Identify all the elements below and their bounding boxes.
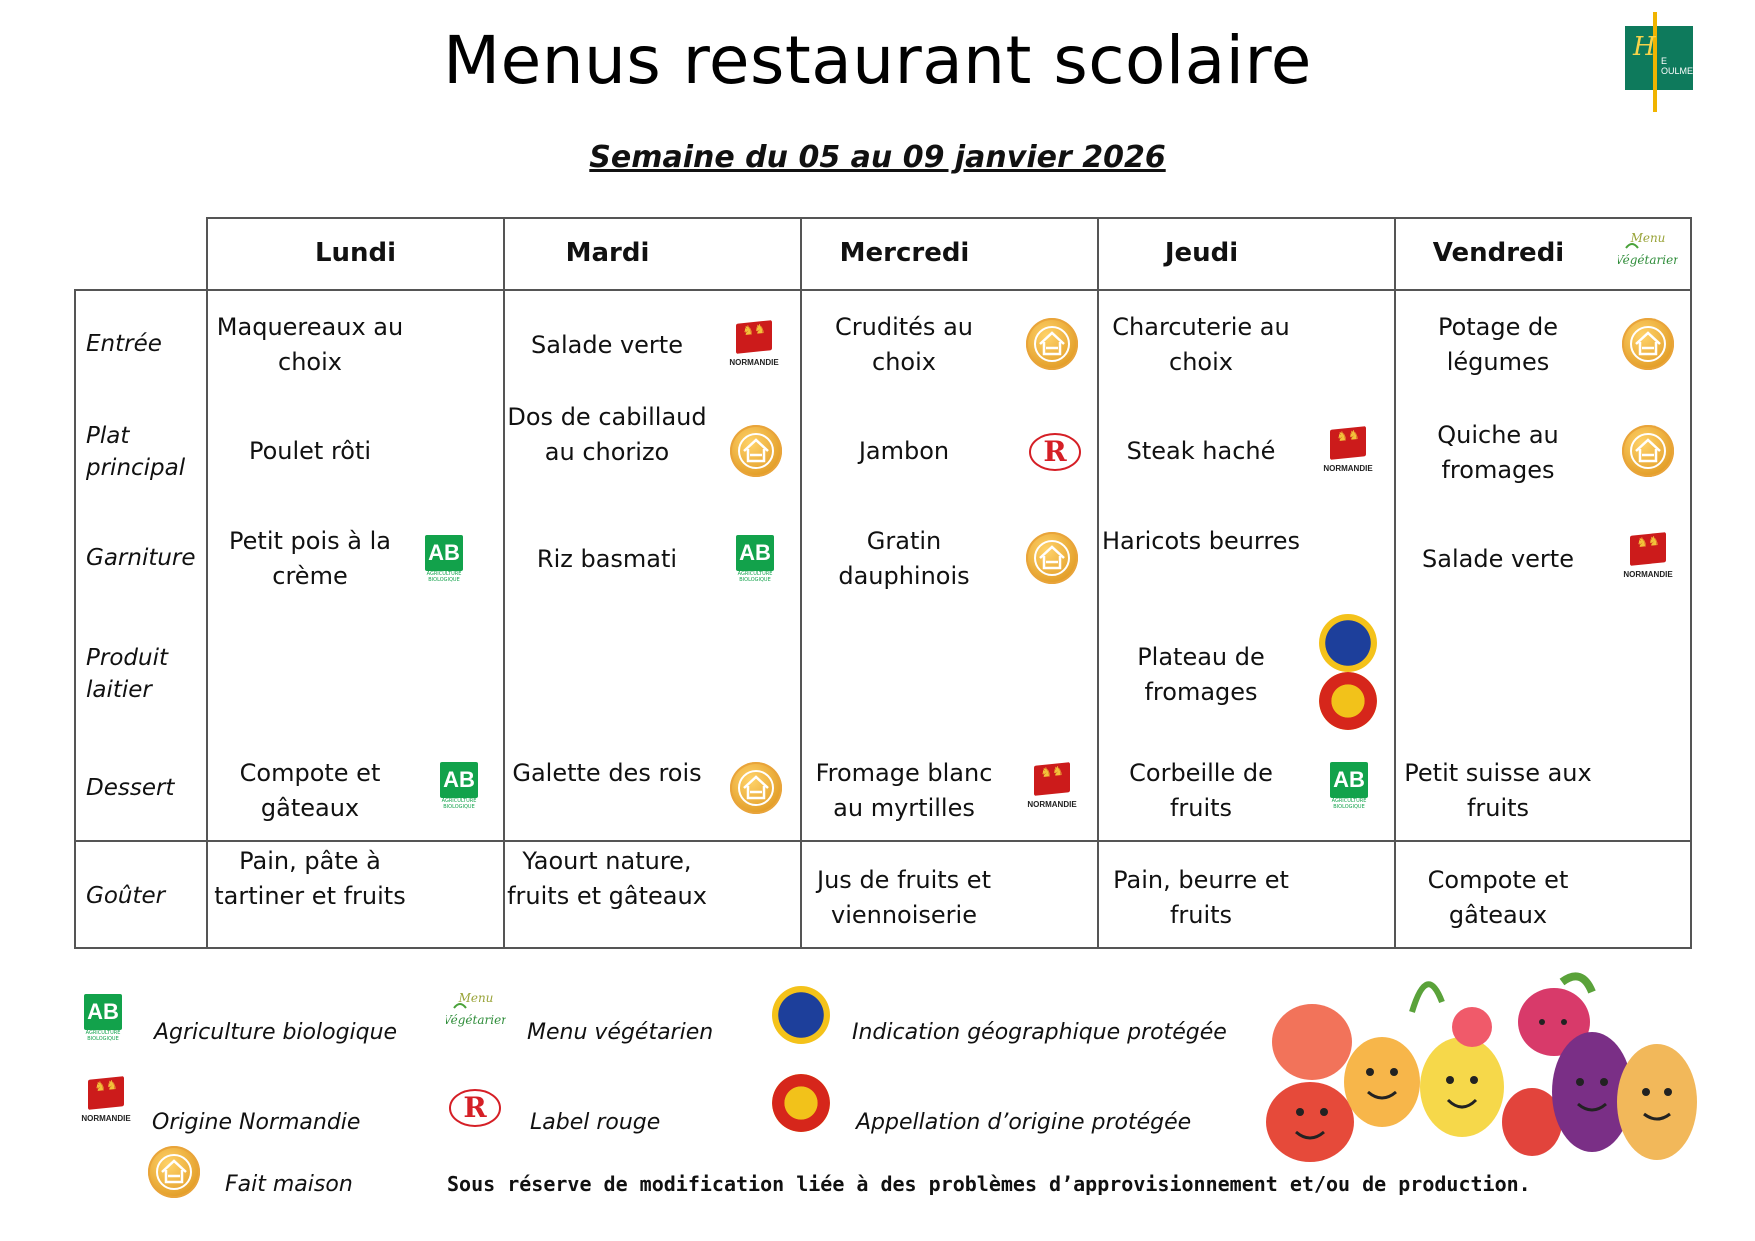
normandie-origin-icon: ♞♞ NORMANDIE <box>1623 533 1673 579</box>
normandie-origin-icon: ♞♞ NORMANDIE <box>729 321 779 367</box>
legend-igp: Indication géographique protégée <box>852 1020 1227 1045</box>
row-label-entree: Entrée <box>86 331 162 357</box>
vendredi-gouter: Compote et gâteaux <box>1427 866 1569 929</box>
mardi-gouter: Yaourt nature, fruits et gâteaux <box>507 847 707 910</box>
legend-label-rouge: Label rouge <box>530 1110 661 1135</box>
week-subtitle: Semaine du 05 au 09 janvier 2026 <box>589 140 1166 175</box>
vendredi-dessert: Petit suisse aux fruits <box>1404 759 1592 822</box>
fait-maison-icon <box>730 425 782 477</box>
legend-normandie: Origine Normandie <box>152 1110 361 1135</box>
jeudi-garniture: Haricots beurres <box>1102 527 1300 555</box>
day-header-mardi: Mardi <box>565 238 650 268</box>
label-rouge-icon <box>1028 432 1082 472</box>
fait-maison-icon <box>1026 532 1078 584</box>
vendredi-plat: Quiche au fromages <box>1437 421 1559 484</box>
svg-text:Menu: Menu <box>1630 231 1666 245</box>
svg-text:R: R <box>463 1091 487 1124</box>
row-label-laitier: Produit laitier <box>86 645 168 703</box>
jeudi-entree: Charcuterie au choix <box>1112 313 1290 376</box>
svg-text:Végétarien: Végétarien <box>446 1013 506 1027</box>
vegetarian-menu-icon <box>446 988 506 1036</box>
normandie-origin-icon: ♞♞ NORMANDIE <box>1027 763 1077 809</box>
fait-maison-icon <box>148 1146 200 1198</box>
day-header-jeudi: Jeudi <box>1164 238 1239 268</box>
mercredi-plat: Jambon <box>858 437 950 465</box>
bio-ab-icon: AB AGRICULTURE BIOLOGIQUE <box>440 762 478 808</box>
row-label-dessert: Dessert <box>86 775 175 801</box>
row-label-plat: Plat principal <box>86 423 186 481</box>
vendredi-entree: Potage de légumes <box>1437 313 1559 376</box>
row-label-gouter: Goûter <box>86 883 166 909</box>
lundi-gouter: Pain, pâte à tartiner et fruits <box>214 847 406 910</box>
fait-maison-icon <box>730 762 782 814</box>
svg-text:Végétarien: Végétarien <box>1618 253 1678 267</box>
aop-icon <box>1319 672 1377 730</box>
igp-icon <box>772 986 830 1044</box>
page-title: Menus restaurant scolaire <box>443 22 1312 99</box>
legend-fait-maison: Fait maison <box>225 1172 353 1197</box>
label-rouge-icon <box>448 1088 502 1128</box>
fruits-illustration <box>1262 972 1702 1172</box>
aop-icon <box>772 1074 830 1132</box>
mardi-entree: Salade verte <box>531 331 683 359</box>
lundi-plat: Poulet rôti <box>248 437 372 465</box>
bio-ab-icon: AB AGRICULTURE BIOLOGIQUE <box>736 535 774 581</box>
jeudi-plat: Steak haché <box>1126 437 1276 465</box>
normandie-origin-icon: ♞♞ NORMANDIE <box>1323 427 1373 473</box>
mercredi-gouter: Jus de fruits et viennoiserie <box>817 866 991 929</box>
disclaimer-note: Sous réserve de modification liée à des problèmes d’approvisionnement et/ou de production. <box>447 1172 1531 1196</box>
svg-text:R: R <box>1043 435 1067 468</box>
legend-veg: Menu végétarien <box>527 1020 714 1045</box>
legend-aop: Appellation d’origine protégée <box>856 1110 1192 1135</box>
bio-ab-icon: AB AGRICULTURE BIOLOGIQUE <box>1330 762 1368 808</box>
lundi-garniture: Petit pois à la crème <box>229 527 391 590</box>
svg-text:Menu: Menu <box>458 991 494 1005</box>
mardi-plat: Dos de cabillaud au chorizo <box>507 403 707 466</box>
fait-maison-icon <box>1026 318 1078 370</box>
row-label-garniture: Garniture <box>86 545 196 571</box>
mercredi-garniture: Gratin dauphinois <box>838 527 970 590</box>
jeudi-laitier: Plateau de fromages <box>1137 643 1265 706</box>
lundi-entree: Maquereaux au choix <box>216 313 404 376</box>
day-header-lundi: Lundi <box>314 238 397 268</box>
legend-bio: Agriculture biologique <box>154 1020 398 1045</box>
day-header-vendredi: Vendredi <box>1432 238 1565 268</box>
fait-maison-icon <box>1622 318 1674 370</box>
mardi-garniture: Riz basmati <box>536 545 678 573</box>
mercredi-entree: Crudités au choix <box>835 313 973 376</box>
bio-ab-icon: AB AGRICULTURE BIOLOGIQUE <box>84 994 122 1040</box>
vegetarian-menu-icon <box>1618 228 1678 276</box>
mercredi-dessert: Fromage blanc au myrtilles <box>815 759 993 822</box>
jeudi-gouter: Pain, beurre et fruits <box>1113 866 1289 929</box>
day-header-mercredi: Mercredi <box>839 238 970 268</box>
bio-ab-icon: AB AGRICULTURE BIOLOGIQUE <box>425 535 463 581</box>
jeudi-dessert: Corbeille de fruits <box>1129 759 1273 822</box>
mardi-dessert: Galette des rois <box>512 759 702 787</box>
fait-maison-icon <box>1622 425 1674 477</box>
town-logo: H E OULME <box>1625 26 1693 90</box>
vendredi-garniture: Salade verte <box>1422 545 1574 573</box>
igp-icon <box>1319 614 1377 672</box>
lundi-dessert: Compote et gâteaux <box>239 759 381 822</box>
normandie-origin-icon: ♞♞ NORMANDIE <box>81 1077 131 1123</box>
